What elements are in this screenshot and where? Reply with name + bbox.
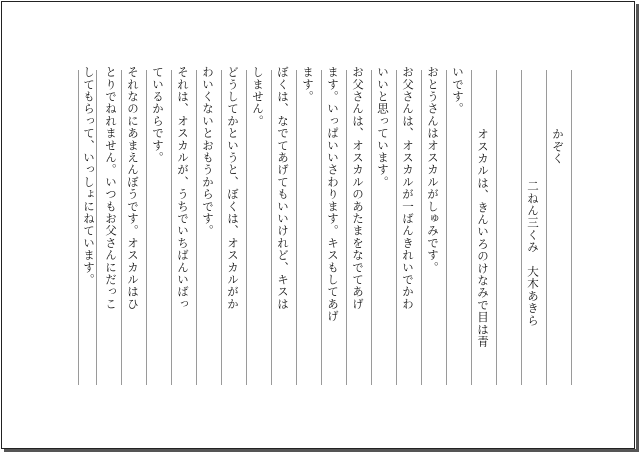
text-line: ます。いっぱいいさわります。キスもしてあげ bbox=[326, 66, 340, 323]
column-rule bbox=[96, 70, 97, 385]
author-byline: 二ねん三くみ 大木あきら bbox=[526, 180, 540, 327]
column-rule bbox=[496, 70, 497, 385]
text-line: いです。 bbox=[451, 66, 465, 115]
column-rule bbox=[271, 70, 272, 385]
text-line: お父さんは、オスカルが一ばんきれいでかわ bbox=[401, 66, 415, 310]
column-rule bbox=[196, 70, 197, 385]
column-rule bbox=[78, 70, 79, 385]
text-line: どうしてかというと、ぼくは、オスカルがか bbox=[226, 66, 240, 310]
column-rule bbox=[421, 70, 422, 385]
page-shadow-bottom bbox=[4, 449, 639, 452]
column-rule bbox=[546, 70, 547, 385]
text-line: それなのにあまえんぼうです。オスカルはひ bbox=[126, 66, 140, 310]
text-line: しません。 bbox=[251, 66, 265, 127]
column-rule bbox=[446, 70, 447, 385]
column-rule bbox=[321, 70, 322, 385]
column-rule bbox=[371, 70, 372, 385]
column-rule bbox=[246, 70, 247, 385]
column-rule bbox=[521, 70, 522, 385]
column-rule bbox=[571, 70, 572, 385]
column-rule bbox=[121, 70, 122, 385]
column-rule bbox=[471, 70, 472, 385]
text-line: いいと思っています。 bbox=[376, 66, 390, 188]
text-line: オスカルは、きんいろのけなみで目は青 bbox=[476, 128, 490, 348]
column-rule bbox=[296, 70, 297, 385]
page-shadow-right bbox=[636, 4, 639, 451]
text-line: ているからです。 bbox=[151, 66, 165, 164]
text-line: それは、オスカルが、うちでいちばんいばっ bbox=[176, 66, 190, 310]
text-line: ぼくは、なでてあげてもいいけれど、キスは bbox=[276, 66, 290, 310]
document-title: かぞく bbox=[551, 128, 565, 165]
column-rule bbox=[346, 70, 347, 385]
text-line: とりでねれません。いつもお父さんにだっこ bbox=[104, 66, 118, 310]
text-line: ます。 bbox=[301, 66, 315, 103]
column-rule bbox=[221, 70, 222, 385]
text-line: わいくないとおもうからです。 bbox=[201, 66, 215, 237]
column-rule bbox=[171, 70, 172, 385]
column-rule bbox=[146, 70, 147, 385]
text-line: してもらって、いっしょにねています。 bbox=[82, 66, 96, 286]
column-rule bbox=[396, 70, 397, 385]
text-line: お父さんは、オスカルのあたまをなでてあげ bbox=[351, 66, 365, 310]
text-line: おとうさんはオスカルがしゅみです。 bbox=[426, 66, 440, 274]
